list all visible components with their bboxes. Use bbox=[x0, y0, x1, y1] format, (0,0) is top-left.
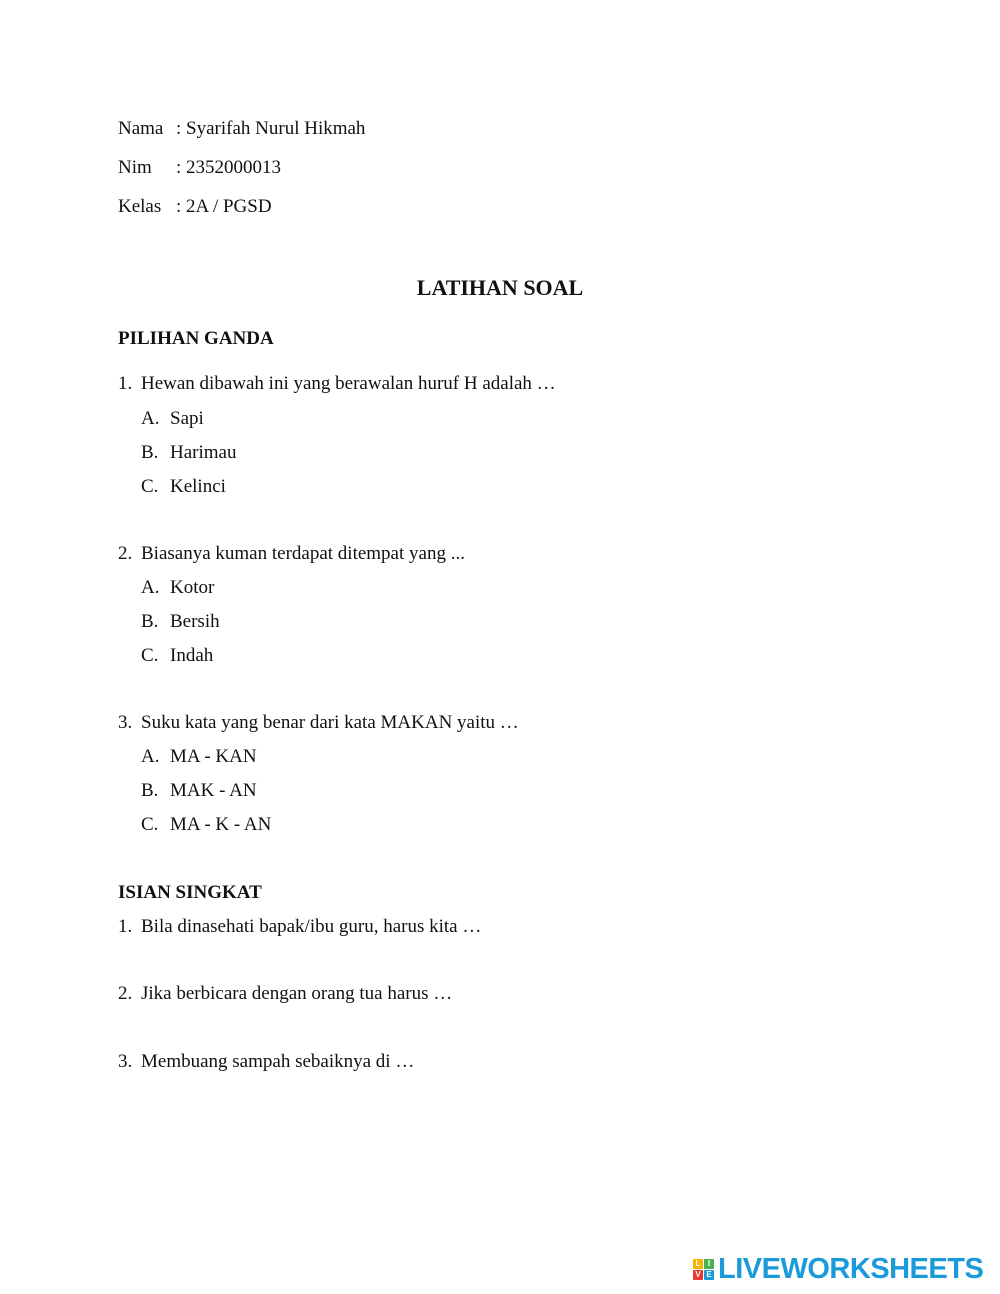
question-text: Membuang sampah sebaiknya di … bbox=[141, 1051, 415, 1072]
option-text: Kelinci bbox=[170, 476, 226, 497]
question-text: Jika berbicara dengan orang tua harus … bbox=[141, 983, 453, 1004]
option-text: Kotor bbox=[170, 577, 215, 598]
option-text: Sapi bbox=[170, 408, 204, 429]
option-2b bbox=[141, 610, 220, 634]
logo-text: LIVEWORKSHEETS bbox=[718, 1253, 984, 1285]
identity-name-row bbox=[118, 117, 365, 141]
option-letter: A. bbox=[141, 408, 160, 429]
option-text: Harimau bbox=[170, 442, 237, 463]
liveworksheets-logo-icon bbox=[693, 1259, 714, 1280]
question-1 bbox=[118, 372, 556, 396]
logo-icon-tile: E bbox=[704, 1270, 714, 1280]
logo-icon-tile: I bbox=[704, 1259, 714, 1269]
option-text: Bersih bbox=[170, 611, 220, 632]
option-3b bbox=[141, 779, 257, 803]
option-text: MAK - AN bbox=[170, 780, 257, 801]
page-title: LATIHAN SOAL bbox=[416, 275, 584, 300]
question-number: 2. bbox=[118, 543, 133, 564]
short-question-2 bbox=[118, 982, 452, 1006]
identity-nim-row bbox=[118, 156, 281, 180]
short-question-3 bbox=[118, 1050, 414, 1074]
question-text: Bila dinasehati bapak/ibu guru, harus kita … bbox=[141, 916, 482, 937]
logo-icon-tile: L bbox=[693, 1259, 703, 1269]
identity-kelas-row bbox=[118, 195, 272, 219]
question-number: 3. bbox=[118, 712, 133, 733]
option-1b bbox=[141, 441, 236, 465]
multiple-choice-heading: PILIHAN GANDA bbox=[118, 328, 274, 349]
question-number: 3. bbox=[118, 1051, 133, 1072]
nim-value: : 2352000013 bbox=[176, 157, 282, 178]
liveworksheets-logo[interactable] bbox=[693, 1253, 983, 1285]
name-value: : Syarifah Nurul Hikmah bbox=[176, 118, 366, 139]
name-label: Nama bbox=[118, 118, 164, 139]
option-2c bbox=[141, 644, 213, 668]
option-letter: A. bbox=[141, 746, 160, 767]
nim-label: Nim bbox=[118, 157, 152, 178]
short-answer-heading: ISIAN SINGKAT bbox=[118, 882, 262, 903]
option-text: Indah bbox=[170, 645, 214, 666]
option-3a bbox=[141, 745, 257, 769]
question-number: 1. bbox=[118, 373, 133, 394]
kelas-label: Kelas bbox=[118, 196, 162, 217]
question-3 bbox=[118, 711, 519, 735]
option-text: MA - KAN bbox=[170, 746, 257, 767]
option-letter: B. bbox=[141, 611, 159, 632]
question-text: Suku kata yang benar dari kata MAKAN yaitu … bbox=[141, 712, 519, 733]
question-text: Biasanya kuman terdapat ditempat yang ... bbox=[141, 543, 465, 564]
option-1a bbox=[141, 407, 204, 431]
option-letter: C. bbox=[141, 476, 159, 497]
question-2 bbox=[118, 542, 465, 566]
question-number: 1. bbox=[118, 916, 133, 937]
option-3c bbox=[141, 813, 271, 837]
short-question-1 bbox=[118, 915, 481, 939]
option-1c bbox=[141, 475, 226, 499]
option-letter: B. bbox=[141, 780, 159, 801]
logo-icon-tile: V bbox=[693, 1270, 703, 1280]
question-number: 2. bbox=[118, 983, 133, 1004]
kelas-value: : 2A / PGSD bbox=[176, 196, 272, 217]
option-letter: B. bbox=[141, 442, 159, 463]
question-text: Hewan dibawah ini yang berawalan huruf H adalah … bbox=[141, 373, 556, 394]
option-letter: C. bbox=[141, 645, 159, 666]
option-letter: A. bbox=[141, 577, 160, 598]
option-text: MA - K - AN bbox=[170, 814, 272, 835]
option-2a bbox=[141, 576, 214, 600]
option-letter: C. bbox=[141, 814, 159, 835]
